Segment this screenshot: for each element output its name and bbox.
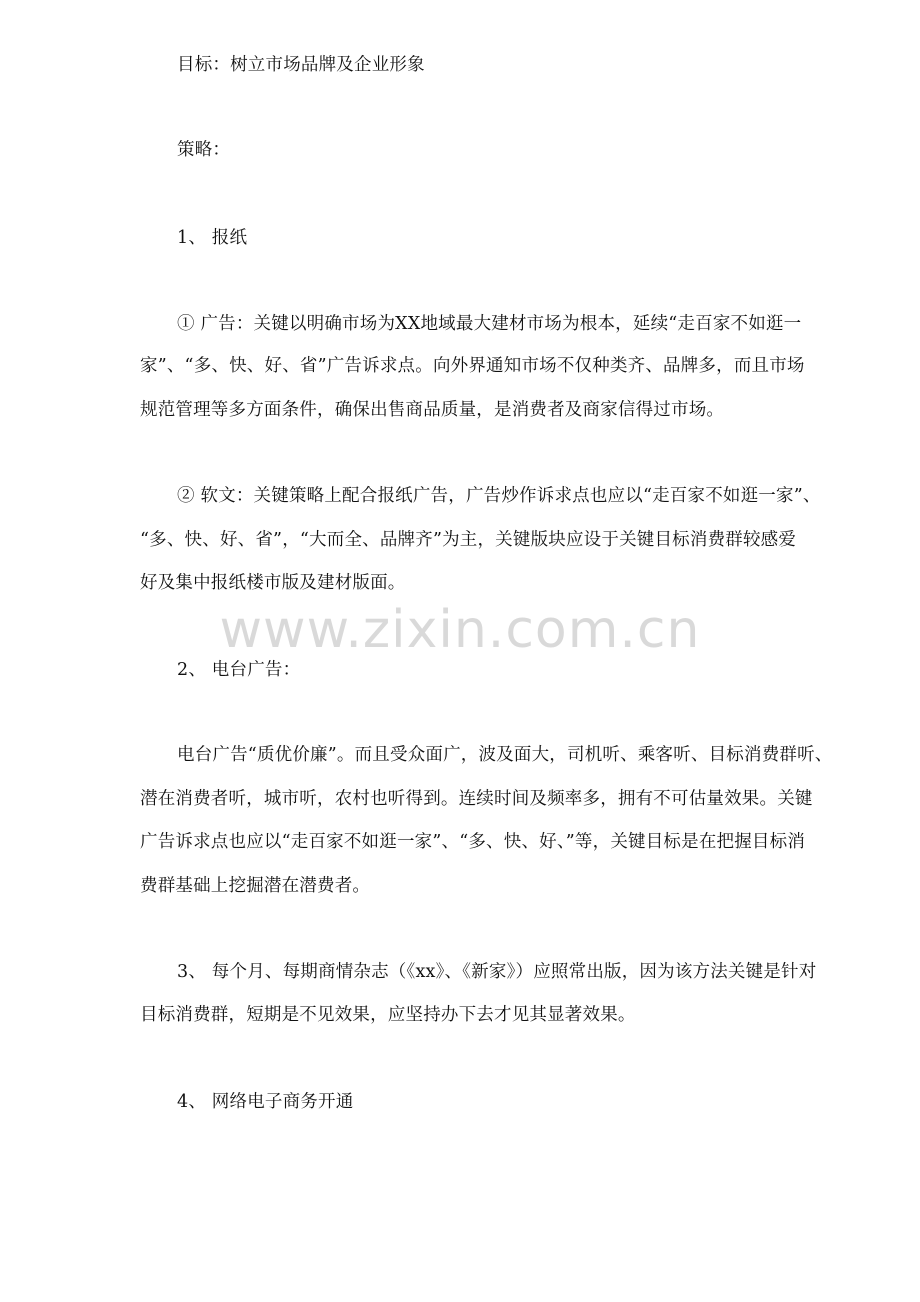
item1-para2-line3: 好及集中报纸楼市版及建材版面。 (140, 573, 406, 593)
item2-para-line4: 费群基础上挖掘潜在潜费者。 (140, 876, 371, 896)
item1-para2-line2: “多、快、好、省”，“大而全、品牌齐”为主，关键版块应设于关键目标消费群较感爱 (140, 530, 797, 550)
item1-para2-line1: ② 软文：关键策略上配合报纸广告，广告炒作诉求点也应以“走百家不如逛一家”、 (177, 486, 821, 506)
item3-para-line2: 目标消费群，短期是不见效果，应坚持办下去才见其显著效果。 (140, 1005, 636, 1025)
watermark-text: www.zixin.com.cn (219, 600, 701, 660)
item4-heading: 4、 网络电子商务开通 (177, 1092, 354, 1112)
item3-para-line1: 3、 每个月、每期商情杂志（《xx》、《新家》）应照常出版，因为该方法关键是针对 (177, 962, 817, 982)
item2-para-line3: 广告诉求点也应以“走百家不如逛一家”、“多、快、好、”等，关键目标是在把握目标消 (140, 832, 806, 852)
item1-para1-line1: ① 广告：关键以明确市场为XX地域最大建材市场为根本，延续“走百家不如逛一 (177, 314, 802, 334)
item2-heading: 2、 电台广告： (177, 660, 301, 680)
strategy-heading: 策略： (177, 140, 231, 160)
item1-para1-line2: 家”、“多、快、好、省”广告诉求点。向外界通知市场不仅种类齐、品牌多，而且市场 (140, 356, 805, 376)
item2-para-line1: 电台广告“质优价廉”。而且受众面广，波及面大，司机听、乘客听、目标消费群听、 (177, 745, 833, 765)
goal-line: 目标：树立市场品牌及企业形象 (177, 55, 425, 75)
item1-heading: 1、 报纸 (177, 228, 248, 248)
item2-para-line2: 潜在消费者听，城市听，农村也听得到。连续时间及频率多，拥有不可估量效果。关键 (140, 789, 813, 809)
item1-para1-line3: 规范管理等多方面条件，确保出售商品质量，是消费者及商家信得过市场。 (140, 400, 725, 420)
